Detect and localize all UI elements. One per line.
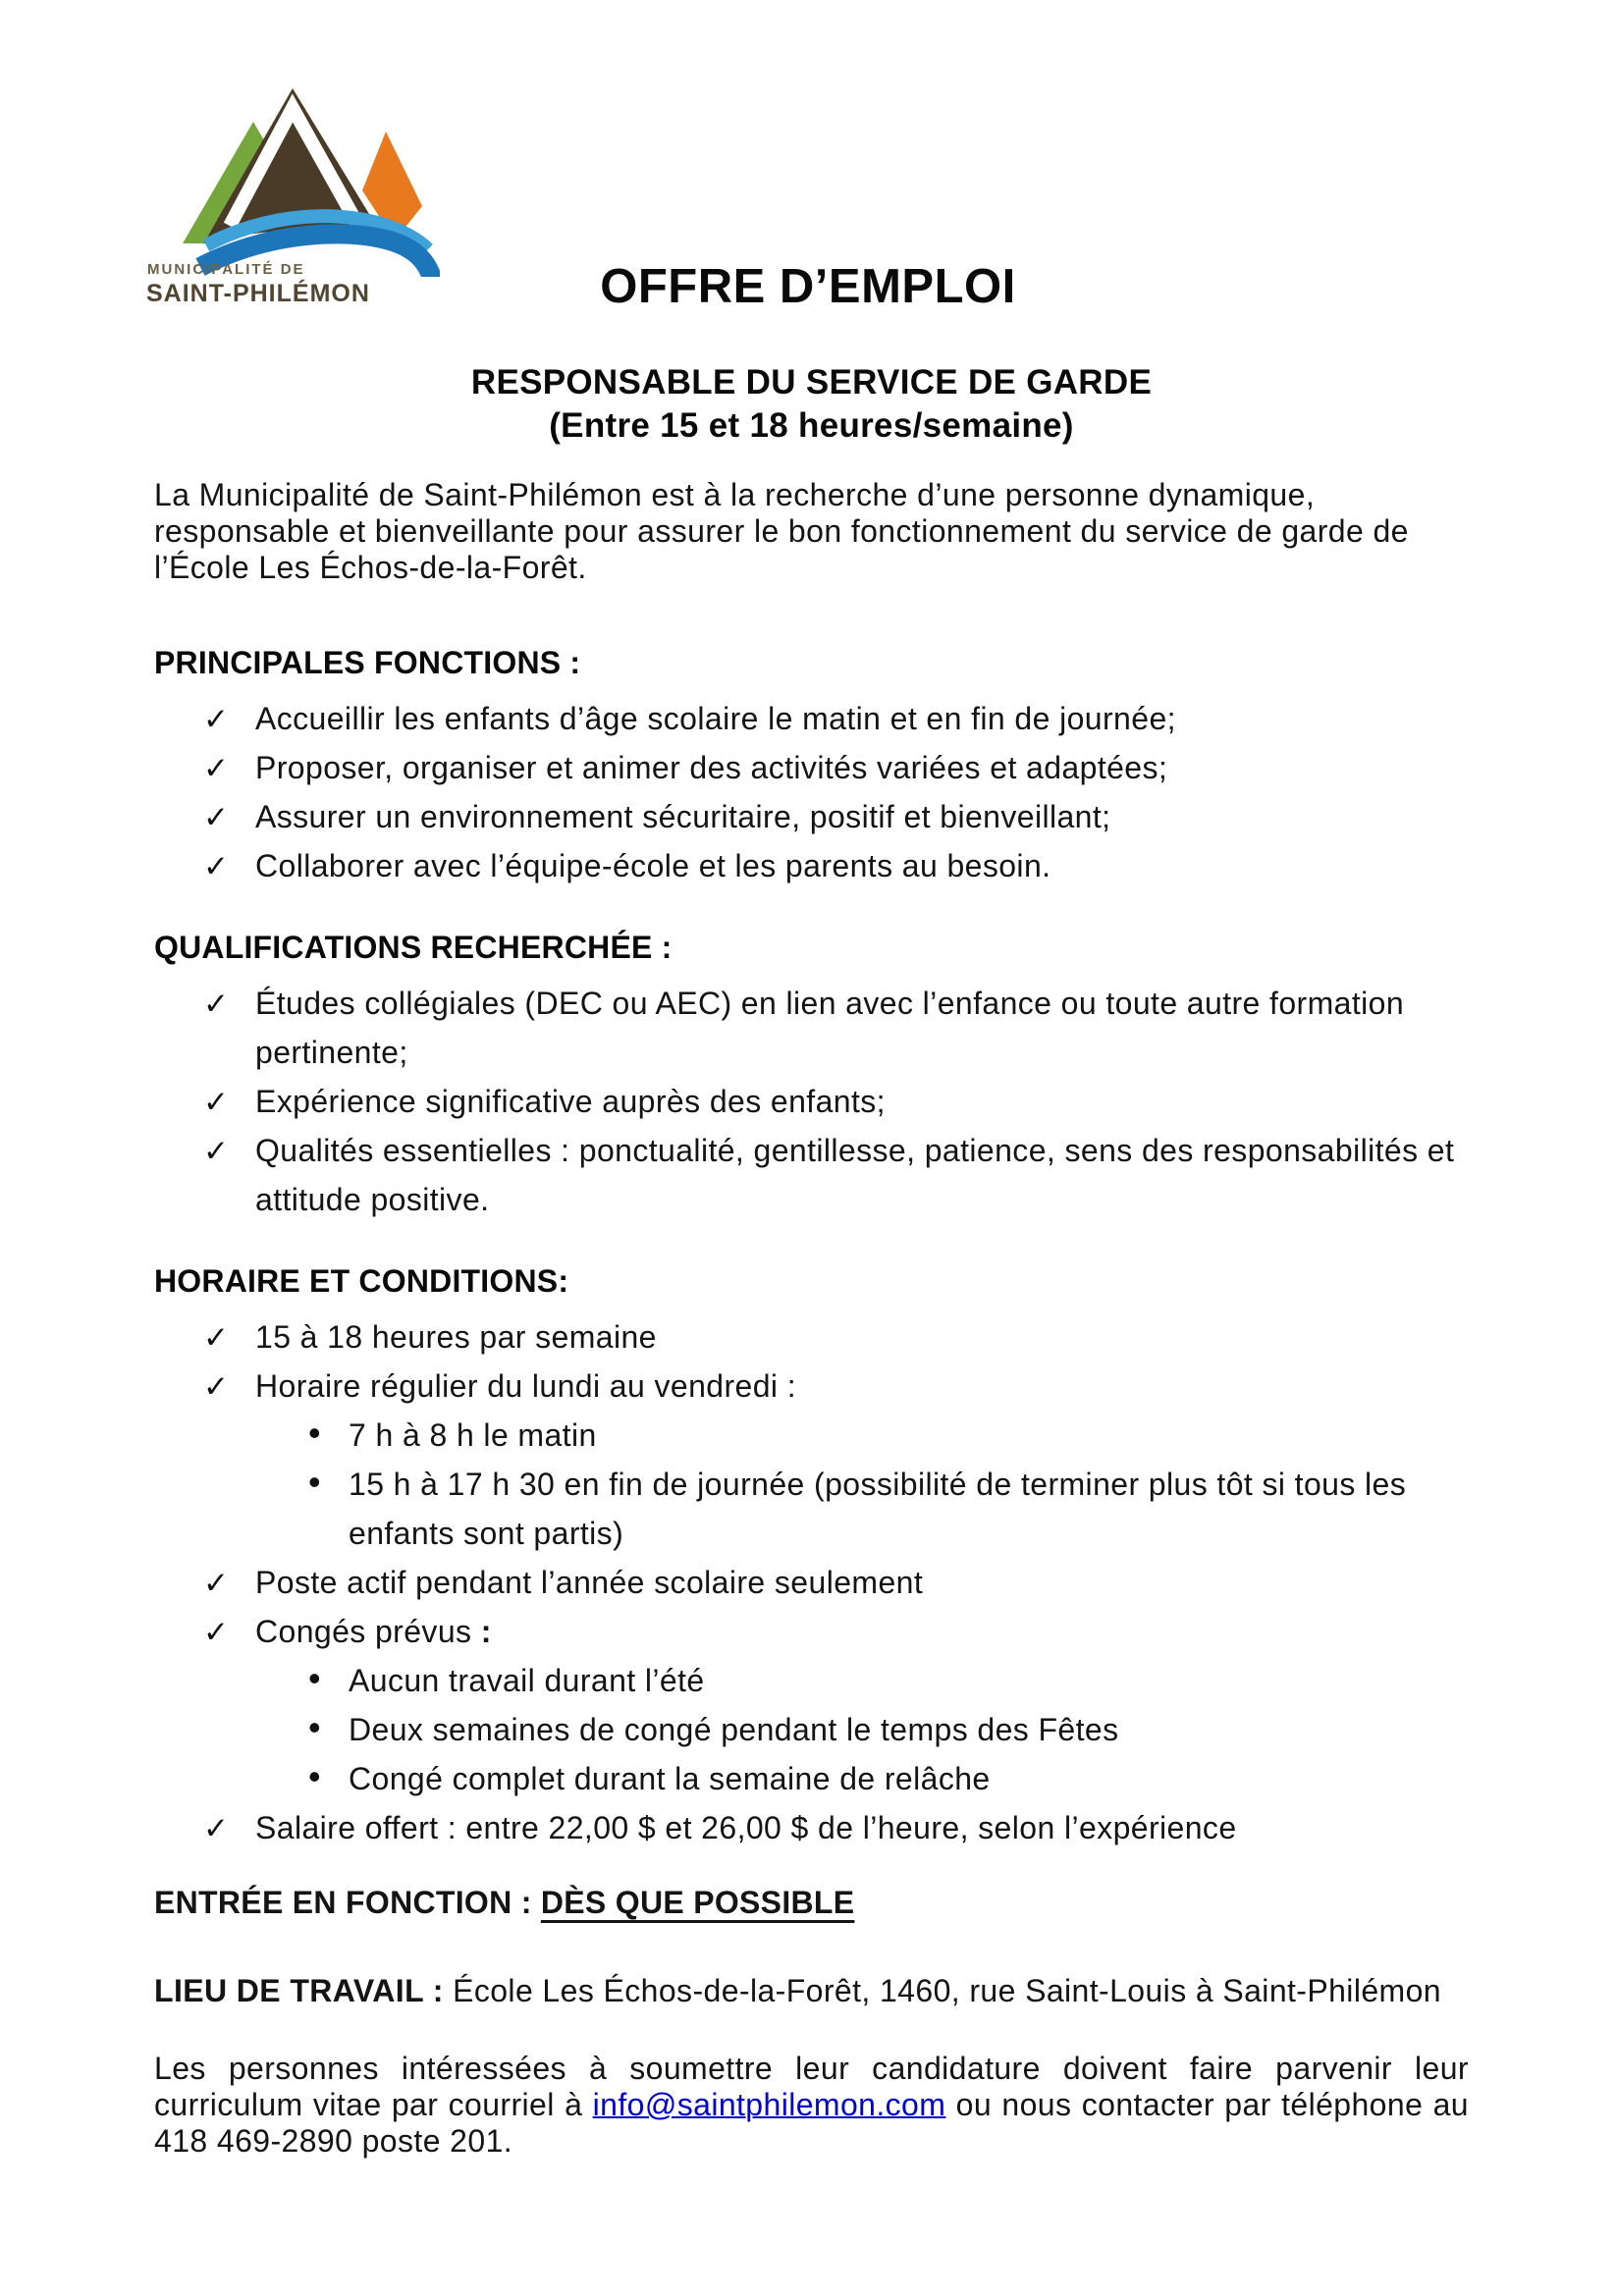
list-item — [154, 1077, 1469, 1126]
list-item — [154, 1558, 1469, 1607]
lieu-label: LIEU DE TRAVAIL : — [154, 1973, 454, 2008]
check-icon: ✓ — [203, 1566, 230, 1600]
bullet-icon: • — [308, 1658, 322, 1698]
list-item-text: Deux semaines de congé pendant le temps des Fêtes — [349, 1712, 1119, 1747]
check-icon: ✓ — [203, 702, 230, 736]
contact-text-after: ou nous contacter par téléphone au 418 469-2890 poste 201. — [154, 2087, 1469, 2159]
job-title-line: RESPONSABLE DU SERVICE DE GARDE — [470, 363, 1153, 401]
list-item-text: Congés prévus — [255, 1614, 472, 1649]
check-icon: ✓ — [203, 849, 230, 883]
list-item-text: Études collégiales (DEC ou AEC) en lien avec l’enfance ou toute autre formation pertinente; — [255, 986, 1405, 1070]
list-item — [154, 841, 1469, 890]
contact-text-before: Les personnes intéressées à soumettre leur candidature doivent faire parvenir leur curriculum vitae par courriel à — [154, 2051, 1469, 2122]
bullet-icon: • — [308, 1413, 322, 1453]
list-item-text: Assurer un environnement sécuritaire, positif et bienveillant; — [255, 799, 1111, 834]
list-item — [154, 1607, 1469, 1656]
list-item — [154, 1803, 1469, 1852]
list-item — [154, 1460, 1469, 1558]
list-item-text: Salaire offert : entre 22,00 $ et 26,00 $ de l’heure, selon l’expérience — [255, 1810, 1237, 1845]
check-icon: ✓ — [203, 1369, 230, 1404]
list-item-text: 7 h à 8 h le matin — [349, 1417, 597, 1453]
entree-value: DÈS QUE POSSIBLE — [540, 1885, 855, 1920]
list-item — [154, 1754, 1469, 1803]
page-title: OFFRE D’EMPLOI — [600, 260, 1016, 313]
bullet-icon: • — [308, 1756, 322, 1796]
list-item — [154, 979, 1469, 1077]
logo-org-name-line2: SAINT-PHILÉMON — [146, 280, 370, 307]
list-item-text: Collaborer avec l’équipe-école et les parents au besoin. — [255, 848, 1051, 883]
list-item — [154, 1312, 1469, 1362]
list-item-bold-colon: : — [471, 1614, 492, 1649]
intro-line: La Municipalité de Saint-Philémon est à la recherche d’une personne dynamique, — [154, 477, 1316, 512]
list-item-text: Proposer, organiser et animer des activités variées et adaptées; — [255, 750, 1168, 785]
check-icon: ✓ — [203, 1134, 230, 1168]
intro-line: responsable et bienveillante pour assurer le bon fonctionnement du service de garde de — [154, 513, 1409, 549]
list-item-text: Aucun travail durant l’été — [349, 1663, 705, 1698]
list-item-text: Expérience significative auprès des enfants; — [255, 1084, 886, 1119]
section-heading-horaire: HORAIRE ET CONDITIONS: — [154, 1263, 569, 1299]
entree-en-fonction-line — [154, 1882, 1469, 1923]
entree-label: ENTRÉE EN FONCTION : — [154, 1885, 541, 1920]
fonctions-list — [154, 694, 1469, 890]
check-icon: ✓ — [203, 800, 230, 834]
contact-paragraph — [154, 2051, 1469, 2160]
list-item — [154, 694, 1469, 743]
check-icon: ✓ — [203, 1615, 230, 1649]
list-item-text: Horaire régulier du lundi au vendredi : — [255, 1368, 797, 1404]
list-item — [154, 743, 1469, 792]
list-item — [154, 1362, 1469, 1411]
list-item — [154, 1656, 1469, 1705]
qualifications-list — [154, 979, 1469, 1224]
lieu-value: École Les Échos-de-la-Forêt, 1460, rue Saint-Louis à Saint-Philémon — [453, 1973, 1441, 2008]
horaire-list — [154, 1312, 1469, 1852]
check-icon: ✓ — [203, 1085, 230, 1119]
list-item — [154, 1411, 1469, 1460]
section-heading-qualifications: QUALIFICATIONS RECHERCHÉE : — [154, 930, 673, 965]
job-hours-line: (Entre 15 et 18 heures/semaine) — [549, 406, 1074, 445]
list-item — [154, 792, 1469, 841]
check-icon: ✓ — [203, 1811, 230, 1845]
section-heading-fonctions: PRINCIPALES FONCTIONS : — [154, 645, 581, 680]
list-item-text: Qualités essentielles : ponctualité, gentillesse, patience, sens des responsabilités et attitude positive. — [255, 1133, 1455, 1217]
bullet-icon: • — [308, 1707, 322, 1747]
mountains-waves-icon — [145, 80, 440, 277]
logo-org-name-line1: MUNICIPALITÉ DE — [147, 261, 305, 278]
check-icon: ✓ — [203, 751, 230, 785]
check-icon: ✓ — [203, 1320, 230, 1355]
list-item — [154, 1126, 1469, 1224]
email-link[interactable]: info@saintphilemon.com — [592, 2087, 946, 2122]
intro-paragraph — [154, 477, 1469, 586]
bullet-icon: • — [308, 1462, 322, 1502]
list-item-text: 15 à 18 heures par semaine — [255, 1319, 657, 1355]
list-item-text: 15 h à 17 h 30 en fin de journée (possibilité de terminer plus tôt si tous les enfants sont partis) — [349, 1467, 1407, 1551]
lieu-de-travail-line — [154, 1970, 1469, 2011]
check-icon: ✓ — [203, 987, 230, 1021]
list-item-text: Poste actif pendant l’année scolaire seulement — [255, 1565, 924, 1600]
list-item-text: Accueillir les enfants d’âge scolaire le matin et en fin de journée; — [255, 701, 1176, 736]
list-item-text: Congé complet durant la semaine de relâche — [349, 1761, 991, 1796]
list-item — [154, 1705, 1469, 1754]
intro-line: l’École Les Échos-de-la-Forêt. — [154, 550, 587, 585]
job-subtitle — [154, 361, 1469, 448]
